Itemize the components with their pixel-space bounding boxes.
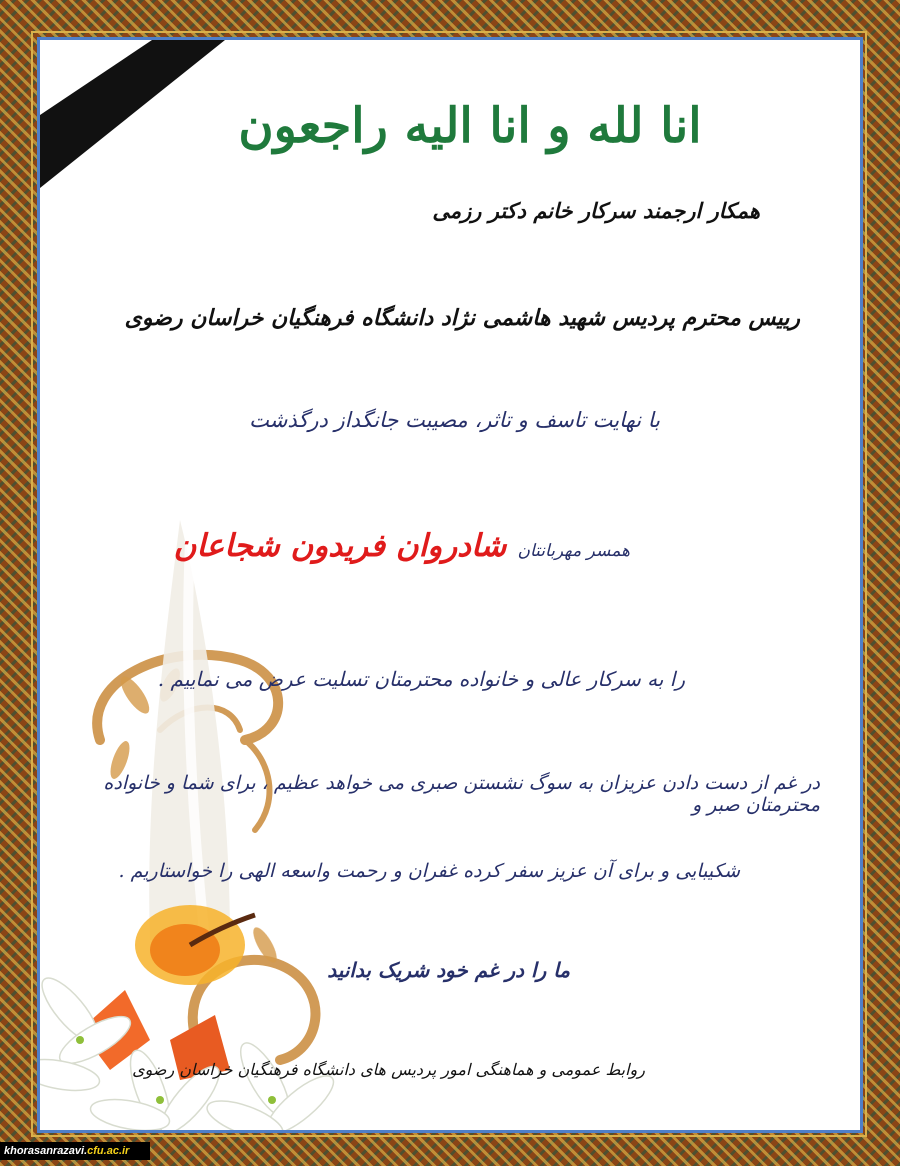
url-main: khorasanrazavi. bbox=[4, 1145, 88, 1157]
recipient-line: همکار ارجمند سرکار خانم دکتر رزمی bbox=[432, 198, 760, 223]
closing-line: ما را در غم خود شریک بدانید bbox=[327, 958, 570, 982]
deceased-line bbox=[40, 528, 630, 564]
candle-illustration bbox=[135, 520, 255, 985]
condolence-line: را به سرکار عالی و خانواده محترمتان تسلیت عرض می نماییم . bbox=[157, 667, 685, 691]
intro-line: با نهایت تاسف و تاثر، مصیبت جانگداز درگذشت bbox=[249, 408, 660, 432]
prayer-line-1: در غم از دست دادن عزیزان به سوگ نشستن صبری می خواهد عظیم ، برای شما و خانواده محترمتان صبر و bbox=[103, 772, 820, 816]
name-prefix: همسر مهربانتان bbox=[517, 541, 630, 561]
condolence-card bbox=[37, 37, 863, 1133]
url-accent: cfu.ac.ir bbox=[87, 1145, 130, 1157]
position-line: رییس محترم پردیس شهید هاشمی نژاد دانشگاه فرهنگیان خراسان رضوی bbox=[124, 305, 800, 331]
prayer-line-2: شکیبایی و برای آن عزیز سفر کرده غفران و رحمت واسعه الهی را خواستاریم . bbox=[118, 860, 740, 882]
signature-line: روابط عمومی و هماهنگی امور پردیس های دانشگاه فرهنگیان خراسان رضوی bbox=[132, 1060, 645, 1079]
website-url bbox=[0, 1142, 150, 1160]
quran-verse-heading: انا لله و انا الیه راجعون bbox=[238, 98, 702, 154]
deceased-name: شادروان فریدون شجاعان bbox=[173, 528, 507, 564]
